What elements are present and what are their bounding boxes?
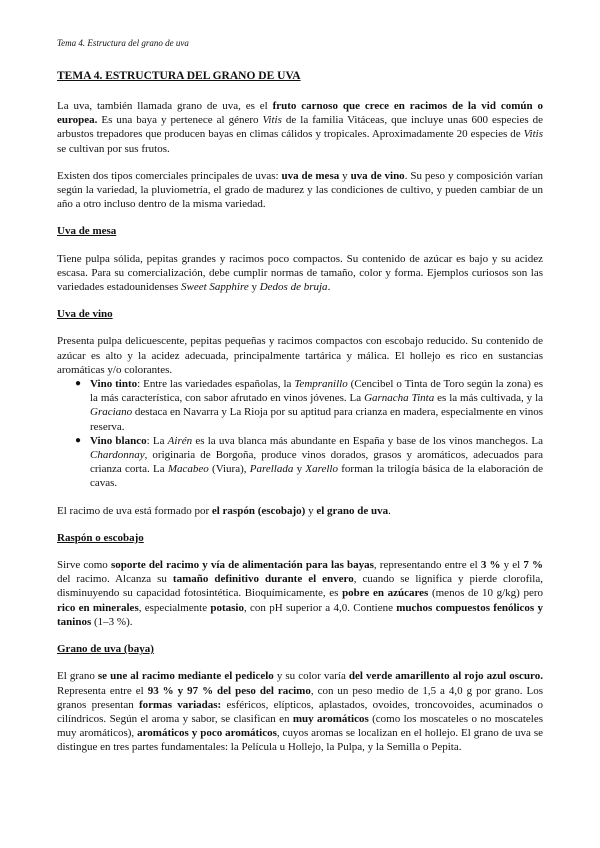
list-item-vino-tinto: ● Vino tinto: Entre las variedades españolas, la Tempranillo (Cencibel o Tinta de Toro según la zona) es la más característica, con sabor afrutado en vinos jóvenes. La Garnacha Tinta es la más cultivada, y la Graciano destaca en Navarra y La Rioja por su aptitud para crianza en madera, especialmente en vinos reserva.: [75, 378, 544, 433]
list-item-vino-blanco: ● Vino blanco: La Airén es la uva blanca más abundante en España y base de los vinos manchegos. La Chardonnay, originaria de Borgoña, produce vinos dorados, grasos y aromáticos, adecuados para crianza corta. La Macabeo (Viura), Parellada y Xarello forman la trilogía básica de la elaboración de cavas.: [75, 434, 543, 490]
intro-paragraph-2: Existen dos tipos comerciales principales de uvas: uva de mesa y uva de vino. Su peso y composición varían según la variedad, la pluviometría, el grado de madurez y las condiciones de cultivo, y pueden cambiar de un año a otro incluso dentro de la misma variedad.: [57, 169, 543, 211]
bullet-icon: ●: [75, 378, 82, 390]
wine-variety-list: [57, 377, 543, 491]
intro-paragraph-1: La uva, también llamada grano de uva, es el fruto carnoso que crece en racimos de la vid común o europea. Es una baya y pertenece al género Vitis de la familia Vitáceas, que incluye unas 600 especies de arbustos trepadores que producen bayas en climas cálidos y tropicales. Aproximadamente 20 especies de Vitis se cultivan por sus frutos.: [57, 100, 543, 155]
document-title: TEMA 4. ESTRUCTURA DEL GRANO DE UVA: [57, 70, 301, 82]
uva-de-vino-paragraph: Presenta pulpa delicuescente, pepitas pequeñas y racimos compactos con escobajo reducido. Su contenido de azúcar es alto y la acidez adecuada, principalmente tartárica y málica. El hollejo es rico en sustancias aromáticas y/o colorantes.: [57, 335, 543, 376]
section-heading-grano: Grano de uva (baya): [57, 643, 154, 656]
grano-paragraph: El grano se une al racimo mediante el pedicelo y su color varía del verde amarillento al rojo azul oscuro. Representa entre el 93 % y 97 % del peso del racimo, con un peso medio de 1,5 a 4,0 g por grano. Los granos presentan formas variadas: esféricos, elípticos, aplastados, ovoides, troncovoides, acuminados o cilíndricos. Según el aroma y sabor, se clasifican en muy aromáticos (como los moscateles o no moscateles muy aromáticos), aromáticos y poco aromáticos, cuyos aromas se localizan en el hollejo. El grano de uva se distingue en tres partes fundamentales: la Película u Hollejo, la Pulpa, y la Semilla o Pepita.: [57, 670, 543, 754]
bullet-icon: ●: [75, 434, 82, 446]
section-heading-uva-de-vino: Uva de vino: [57, 308, 113, 321]
section-heading-uva-de-mesa: Uva de mesa: [57, 225, 117, 238]
uva-de-mesa-paragraph: Tiene pulpa sólida, pepitas grandes y racimos poco compactos. Su contenido de azúcar es bajo y su acidez escasa. Para su comercialización, debe cumplir normas de tamaño, color y forma. Ejemplos curiosos son las variedades estadounidenses Sweet Sapphire y Dedos de bruja.: [57, 252, 543, 294]
section-heading-raspon: Raspón o escobajo: [57, 531, 144, 544]
raspon-paragraph: Sirve como soporte del racimo y vía de alimentación para las bayas, representando entre el 3 % y el 7 % del racimo. Alcanza su tamaño definitivo durante el envero, cuando se lignifica y pierde clorofila, disminuyendo su capacidad fotosintética. Bioquímicamente, es pobre en azúcares (menos de 10 g/kg) pero rico en minerales, especialmente potasio, con pH superior a 4,0. Contiene muchos compuestos fenólicos y taninos (1–3 %).: [57, 559, 544, 628]
document-body: [57, 99, 543, 768]
racimo-paragraph: El racimo de uva está formado por el raspón (escobajo) y el grano de uva.: [57, 504, 391, 517]
running-header: Tema 4. Estructura del grano de uva: [57, 38, 189, 48]
